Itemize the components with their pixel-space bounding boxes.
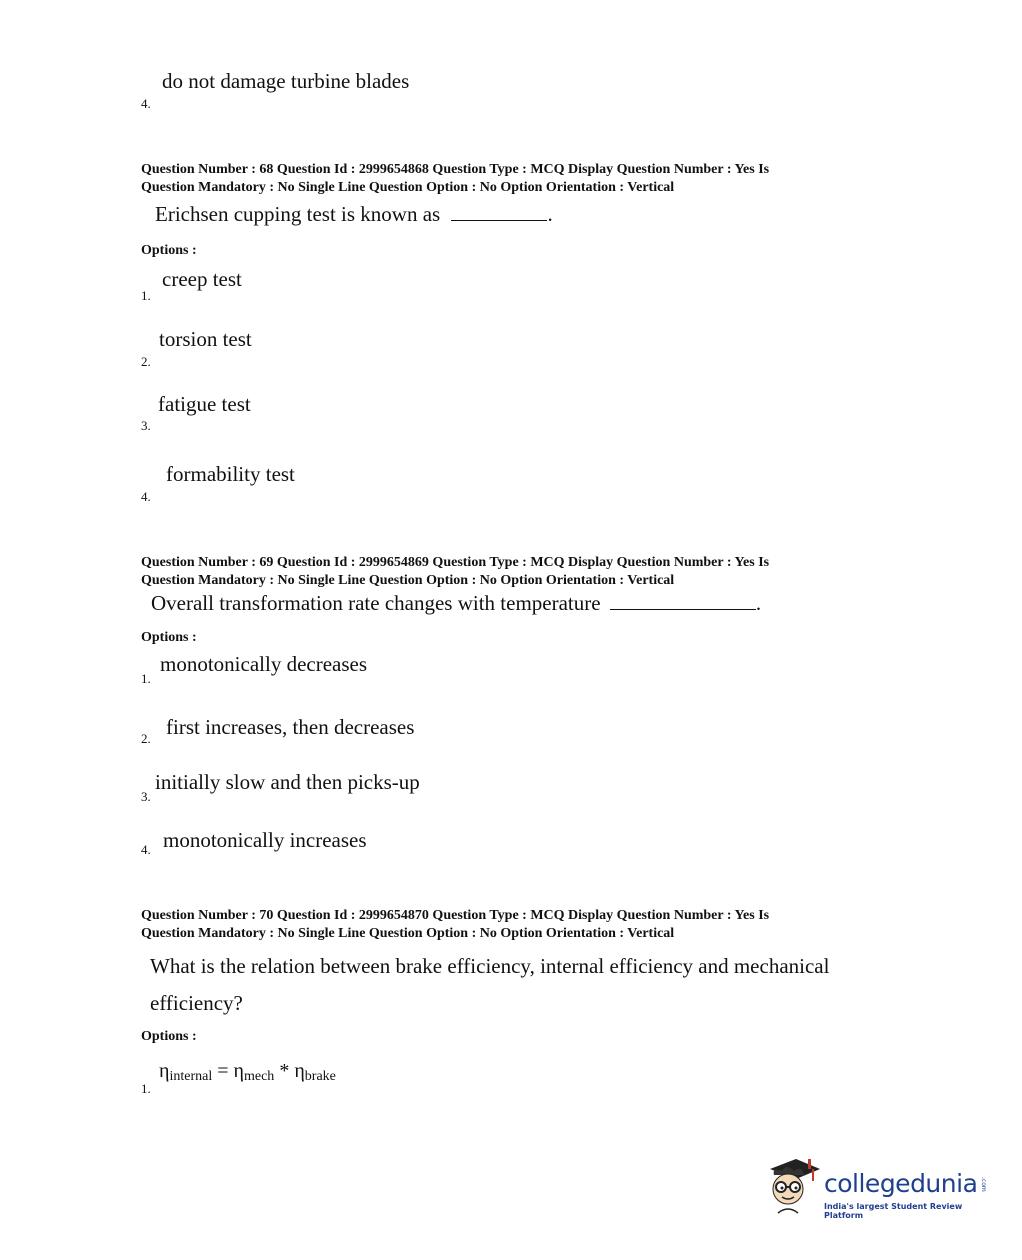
q69-question-label: Overall transformation rate changes with temperature [151,591,601,615]
prev-option-4-number: 4. [141,96,151,111]
q68-option-4-text: formability test [166,462,295,486]
logo-wordmark: collegedunia [824,1169,978,1198]
q69-option-3-number: 3. [141,789,151,804]
q68-option-4-number: 4. [141,489,151,504]
q69-meta-line2: Question Mandatory : No Single Line Question Option : No Option Orientation : Vertical [141,573,675,588]
q68-option-2-text: torsion test [159,327,252,351]
times-sign: * [279,1060,290,1082]
q70-option-1-formula [159,1060,336,1085]
collegedunia-logo [764,1153,994,1223]
q68-option-2-number: 2. [141,354,151,369]
equals-sign: = [217,1060,229,1082]
prev-option-4-text: do not damage turbine blades [162,69,410,93]
q68-question-label: Erichsen cupping test is known as [155,202,441,226]
q70-options-label: Options : [141,1029,197,1044]
q69-blank [610,591,756,610]
q68-question-text [155,202,553,227]
eta-symbol: η [159,1060,170,1082]
q70-question-line1: What is the relation between brake efficiency, internal efficiency and mechanical [150,954,830,978]
q68-blank-end: . [547,202,553,226]
q70-meta-line2: Question Mandatory : No Single Line Question Option : No Option Orientation : Vertical [141,926,675,941]
q68-option-3-text: fatigue test [158,392,251,416]
q70-question-line2: efficiency? [150,991,243,1015]
logo-dotcom: .com [980,1177,987,1192]
q69-options-label: Options : [141,630,197,645]
q69-option-4-text: monotonically increases [163,828,367,852]
q70-option-1-number: 1. [141,1081,151,1096]
q69-blank-end: . [755,591,762,615]
q68-meta-line2: Question Mandatory : No Single Line Question Option : No Option Orientation : Vertical [141,180,675,195]
sub-brake: brake [304,1069,336,1084]
q69-option-2-text: first increases, then decreases [166,715,415,739]
sub-mech: mech [243,1069,275,1084]
q68-options-label: Options : [141,243,197,258]
q68-option-3-number: 3. [141,418,151,433]
q69-option-3-text: initially slow and then picks-up [155,770,420,794]
sub-internal: internal [169,1069,213,1084]
q69-option-4-number: 4. [141,842,151,857]
q69-option-2-number: 2. [141,731,151,746]
q69-option-1-number: 1. [141,671,151,686]
q69-question-text [151,591,761,616]
eta-symbol: η [294,1060,305,1082]
logo-tagline: India's largest Student Review Platform [824,1202,963,1220]
q68-option-1-number: 1. [141,288,151,303]
q68-blank [451,202,547,221]
q68-option-1-text: creep test [162,267,242,291]
q69-meta-line1: Question Number : 69 Question Id : 2999654869 Question Type : MCQ Display Question Number : Yes Is [141,555,770,570]
q68-meta-line1: Question Number : 68 Question Id : 2999654868 Question Type : MCQ Display Question Number : Yes Is [141,162,770,177]
q70-meta-line1: Question Number : 70 Question Id : 2999654870 Question Type : MCQ Display Question Number : Yes Is [141,908,770,923]
eta-symbol: η [233,1060,244,1082]
q69-option-1-text: monotonically decreases [160,652,368,676]
mascot-icon [764,1153,822,1223]
